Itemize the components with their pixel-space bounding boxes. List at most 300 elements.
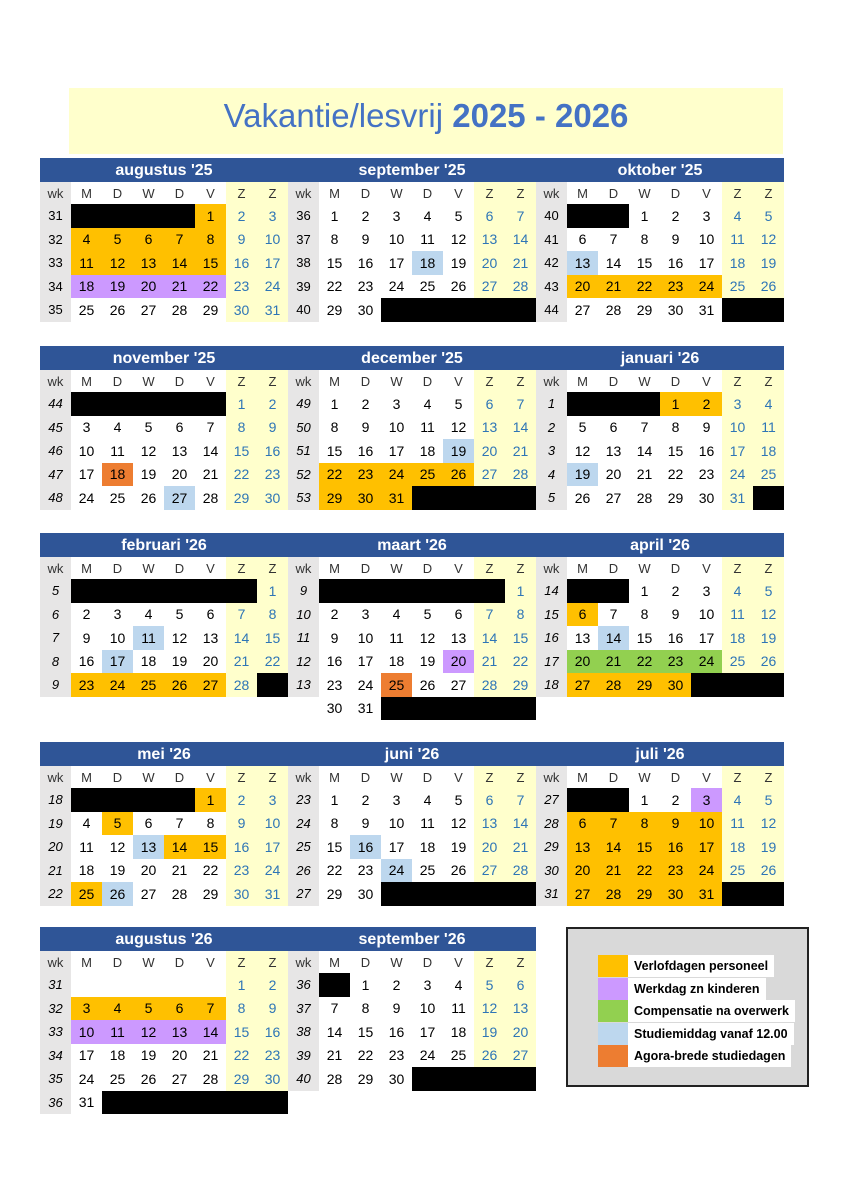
day-cell: 31 [78, 1094, 95, 1111]
week-row [288, 626, 536, 650]
week-row [40, 392, 288, 416]
empty-day-cell [598, 392, 629, 416]
day-cell: 11 [133, 626, 164, 650]
week-number: 27 [288, 882, 319, 906]
day-cell: 6 [206, 606, 215, 623]
week-row [40, 973, 288, 997]
day-cell: 19 [419, 653, 436, 670]
day-cell: 24 [722, 463, 753, 487]
day-cell: 21 [474, 650, 505, 674]
day-cell: 12 [133, 1020, 164, 1044]
weekday-header: V [702, 560, 711, 576]
empty-day-cell [319, 973, 350, 997]
week-row [40, 439, 288, 463]
weekday-header: D [608, 769, 619, 785]
month-header: november '25 [40, 346, 288, 370]
weekday-header: Z [257, 951, 288, 973]
day-cell: 25 [722, 275, 753, 299]
weekday-header-row [288, 370, 536, 392]
day-cell: 11 [71, 251, 102, 275]
day-cell: 16 [226, 835, 257, 859]
week-row [288, 416, 536, 440]
month-block [40, 533, 288, 697]
week-number: 24 [288, 812, 319, 836]
week-row [288, 788, 536, 812]
weekday-header: W [638, 769, 651, 785]
day-cell: 10 [698, 606, 715, 623]
week-number: 14 [536, 579, 567, 603]
week-row [536, 835, 784, 859]
day-cell: 29 [667, 489, 684, 506]
day-cell: 8 [257, 603, 288, 627]
week-number: 43 [536, 275, 567, 299]
month-header: april '26 [536, 533, 784, 557]
week-number: 8 [40, 650, 71, 674]
day-cell: 20 [474, 251, 505, 275]
empty-day-cell [629, 392, 660, 416]
day-cell: 22 [226, 1044, 257, 1068]
week-number: 37 [288, 997, 319, 1021]
week-number: 53 [288, 486, 319, 510]
day-cell: 4 [423, 207, 432, 224]
day-cell: 9 [330, 629, 339, 646]
day-cell: 25 [412, 463, 443, 487]
weekday-header: D [112, 373, 123, 389]
weekday-header: D [608, 560, 619, 576]
empty-day-cell [722, 298, 753, 322]
day-cell: 28 [171, 301, 188, 318]
weekday-header: V [206, 560, 215, 576]
day-cell: 5 [753, 579, 784, 603]
day-cell: 22 [202, 862, 219, 879]
day-cell: 10 [357, 629, 374, 646]
weekday-header: D [422, 373, 433, 389]
day-cell: 27 [605, 489, 622, 506]
empty-day-cell [412, 298, 443, 322]
day-cell: 18 [753, 439, 784, 463]
day-cell: 21 [202, 1047, 219, 1064]
day-cell: 2 [257, 973, 288, 997]
week-number: 34 [40, 275, 71, 299]
day-cell: 13 [505, 997, 536, 1021]
day-cell: 24 [357, 676, 374, 693]
legend-label: Agora-brede studiedagen [628, 1045, 791, 1067]
day-cell: 29 [202, 885, 219, 902]
empty-day-cell [505, 486, 536, 510]
week-number: 45 [40, 416, 71, 440]
day-cell: 16 [350, 835, 381, 859]
week-number: 47 [40, 463, 71, 487]
weekday-header: Z [505, 370, 536, 392]
week-number-header: wk [40, 182, 71, 204]
day-cell: 30 [326, 700, 343, 717]
week-row [536, 859, 784, 883]
week-row [40, 603, 288, 627]
day-cell: 10 [419, 1000, 436, 1017]
day-cell: 9 [361, 815, 370, 832]
day-cell: 29 [326, 885, 343, 902]
weekday-header: V [454, 954, 463, 970]
day-cell: 19 [109, 862, 126, 879]
day-cell: 3 [392, 791, 401, 808]
week-row [40, 275, 288, 299]
empty-day-cell [164, 204, 195, 228]
day-cell: 26 [140, 1070, 157, 1087]
empty-day-cell [164, 1091, 195, 1115]
day-cell: 10 [691, 812, 722, 836]
day-cell: 24 [691, 650, 722, 674]
week-number: 10 [288, 603, 319, 627]
day-cell: 12 [109, 838, 126, 855]
day-cell: 9 [671, 231, 680, 248]
day-cell: 14 [505, 812, 536, 836]
day-cell: 1 [226, 392, 257, 416]
day-cell: 19 [450, 254, 467, 271]
day-cell: 16 [357, 254, 374, 271]
day-cell: 29 [319, 486, 350, 510]
day-cell: 7 [206, 419, 215, 436]
empty-day-cell [443, 1067, 474, 1091]
day-cell: 8 [226, 997, 257, 1021]
week-number: 11 [288, 626, 319, 650]
weekday-header: Z [753, 370, 784, 392]
week-row [40, 788, 288, 812]
day-cell: 11 [110, 442, 125, 459]
day-cell: 26 [450, 862, 467, 879]
day-cell: 25 [419, 862, 436, 879]
empty-day-cell [164, 579, 195, 603]
day-cell: 27 [140, 885, 157, 902]
day-cell: 28 [605, 301, 622, 318]
month-header: juli '26 [536, 742, 784, 766]
weekday-header: M [81, 769, 92, 785]
day-cell: 3 [71, 997, 102, 1021]
day-cell: 1 [640, 791, 649, 808]
legend-label: Werkdag zn kinderen [628, 978, 766, 1000]
day-cell: 17 [698, 629, 715, 646]
week-row [288, 835, 536, 859]
day-cell: 1 [660, 392, 691, 416]
week-row [288, 579, 536, 603]
empty-day-cell [133, 204, 164, 228]
day-cell: 12 [171, 629, 188, 646]
day-cell: 2 [226, 204, 257, 228]
day-cell: 26 [140, 489, 157, 506]
day-cell: 25 [419, 278, 436, 295]
weekday-header: Z [505, 182, 536, 204]
day-cell: 30 [226, 298, 257, 322]
day-cell: 27 [567, 673, 598, 697]
week-row [288, 882, 536, 906]
day-cell: 9 [671, 606, 680, 623]
week-row [536, 298, 784, 322]
day-cell: 4 [722, 579, 753, 603]
day-cell: 7 [474, 603, 505, 627]
week-number-header: wk [288, 370, 319, 392]
month-header: juni '26 [288, 742, 536, 766]
week-row [288, 275, 536, 299]
day-cell: 5 [454, 791, 463, 808]
empty-day-cell [133, 579, 164, 603]
day-cell: 7 [640, 419, 649, 436]
day-cell: 16 [388, 1023, 405, 1040]
week-number: 36 [288, 973, 319, 997]
day-cell: 30 [660, 673, 691, 697]
day-cell: 8 [226, 416, 257, 440]
day-cell: 9 [226, 228, 257, 252]
day-cell: 17 [78, 1047, 95, 1064]
week-number: 5 [40, 579, 71, 603]
weekday-header: D [360, 373, 371, 389]
day-cell: 28 [326, 1070, 343, 1087]
day-cell: 5 [454, 395, 463, 412]
empty-day-cell [164, 973, 195, 997]
day-cell: 11 [420, 231, 435, 248]
day-cell: 23 [257, 463, 288, 487]
week-number: 25 [288, 835, 319, 859]
weekday-header: D [608, 185, 619, 201]
weekday-header: W [142, 954, 155, 970]
day-cell: 18 [419, 838, 436, 855]
day-cell: 10 [722, 416, 753, 440]
day-cell: 1 [505, 579, 536, 603]
weekday-header: Z [474, 951, 505, 973]
empty-day-cell [567, 579, 598, 603]
day-cell: 17 [388, 838, 405, 855]
day-cell: 4 [71, 228, 102, 252]
weekday-header-row [288, 557, 536, 579]
weekday-header: D [422, 185, 433, 201]
day-cell: 21 [505, 439, 536, 463]
weekday-header: D [174, 373, 185, 389]
day-cell: 20 [567, 650, 598, 674]
week-row [536, 416, 784, 440]
day-cell: 28 [598, 673, 629, 697]
weekday-header: V [206, 373, 215, 389]
day-cell: 14 [605, 254, 622, 271]
day-cell: 3 [361, 606, 370, 623]
day-cell: 31 [257, 882, 288, 906]
day-cell: 17 [691, 835, 722, 859]
day-cell: 17 [388, 254, 405, 271]
week-row [536, 275, 784, 299]
day-cell: 12 [450, 419, 467, 436]
week-number: 38 [288, 1020, 319, 1044]
day-cell: 17 [357, 653, 374, 670]
weekday-header: Z [257, 557, 288, 579]
week-number: 7 [40, 626, 71, 650]
week-number: 40 [288, 1067, 319, 1091]
day-cell: 14 [598, 626, 629, 650]
day-cell: 22 [629, 859, 660, 883]
day-cell: 10 [257, 228, 288, 252]
legend-swatch [598, 1000, 628, 1022]
day-cell: 13 [171, 442, 188, 459]
week-number: 40 [288, 298, 319, 322]
week-row [536, 439, 784, 463]
day-cell: 17 [722, 439, 753, 463]
weekday-header: Z [505, 766, 536, 788]
week-row [40, 835, 288, 859]
day-cell: 12 [753, 228, 784, 252]
weekday-header: W [142, 769, 155, 785]
empty-day-cell [443, 697, 474, 721]
day-cell: 20 [567, 275, 598, 299]
day-cell: 24 [419, 1047, 436, 1064]
weekday-header: Z [722, 370, 753, 392]
day-cell: 3 [82, 419, 91, 436]
day-cell: 24 [257, 275, 288, 299]
day-cell: 2 [361, 791, 370, 808]
weekday-header: D [174, 769, 185, 785]
day-cell: 5 [454, 207, 463, 224]
day-cell: 25 [109, 1070, 126, 1087]
week-number: 31 [536, 882, 567, 906]
day-cell: 19 [753, 835, 784, 859]
day-cell: 1 [361, 976, 370, 993]
day-cell: 26 [164, 673, 195, 697]
empty-day-cell [722, 882, 753, 906]
day-cell: 26 [574, 489, 591, 506]
week-number: 3 [536, 439, 567, 463]
weekday-header: Z [257, 370, 288, 392]
weekday-header: Z [722, 766, 753, 788]
empty-day-cell [412, 1067, 443, 1091]
week-row [288, 463, 536, 487]
empty-day-cell [753, 882, 784, 906]
day-cell: 28 [505, 275, 536, 299]
week-number: 52 [288, 463, 319, 487]
day-cell: 1 [330, 395, 339, 412]
day-cell: 8 [640, 231, 649, 248]
day-cell: 7 [505, 204, 536, 228]
weekday-header: W [390, 185, 403, 201]
day-cell: 15 [357, 1023, 374, 1040]
day-cell: 30 [257, 1067, 288, 1091]
day-cell: 30 [660, 882, 691, 906]
weekday-header: D [112, 185, 123, 201]
day-cell: 29 [226, 1067, 257, 1091]
day-cell: 17 [257, 251, 288, 275]
day-cell: 15 [629, 835, 660, 859]
day-cell: 30 [226, 882, 257, 906]
week-number: 13 [288, 673, 319, 697]
weekday-header: W [390, 954, 403, 970]
day-cell: 18 [419, 442, 436, 459]
empty-day-cell [71, 973, 102, 997]
week-row [40, 1067, 288, 1091]
day-cell: 24 [102, 673, 133, 697]
week-number-header: wk [40, 370, 71, 392]
day-cell: 21 [598, 859, 629, 883]
week-row [288, 1044, 536, 1068]
weekday-header-row [40, 370, 288, 392]
day-cell: 17 [102, 650, 133, 674]
day-cell: 20 [140, 862, 157, 879]
week-number: 4 [536, 463, 567, 487]
day-cell: 13 [133, 835, 164, 859]
day-cell: 9 [392, 1000, 401, 1017]
day-cell: 21 [171, 862, 188, 879]
day-cell: 14 [505, 416, 536, 440]
week-row [536, 812, 784, 836]
empty-day-cell [567, 788, 598, 812]
empty-day-cell [598, 579, 629, 603]
weekday-header: Z [474, 182, 505, 204]
day-cell: 25 [722, 650, 753, 674]
week-number-header: wk [288, 557, 319, 579]
day-cell: 16 [667, 629, 684, 646]
day-cell: 11 [102, 1020, 133, 1044]
day-cell: 31 [257, 298, 288, 322]
day-cell: 5 [175, 606, 184, 623]
weekday-header: V [206, 185, 215, 201]
day-cell: 19 [140, 1047, 157, 1064]
day-cell: 6 [133, 228, 164, 252]
weekday-header: M [329, 769, 340, 785]
week-number: 35 [40, 298, 71, 322]
page-title [69, 88, 783, 144]
day-cell: 11 [451, 1000, 466, 1017]
week-number: 40 [536, 204, 567, 228]
week-row [288, 650, 536, 674]
week-number-header: wk [536, 557, 567, 579]
day-cell: 26 [419, 676, 436, 693]
day-cell: 24 [381, 463, 412, 487]
weekday-header-row [40, 766, 288, 788]
empty-day-cell [598, 788, 629, 812]
day-cell: 27 [450, 676, 467, 693]
day-cell: 12 [102, 251, 133, 275]
day-cell: 14 [164, 251, 195, 275]
month-block [40, 927, 288, 1114]
empty-day-cell [443, 882, 474, 906]
legend-swatch [598, 1023, 628, 1045]
day-cell: 31 [381, 486, 412, 510]
weekday-header-row [40, 182, 288, 204]
empty-day-cell [257, 673, 288, 697]
week-number: 21 [40, 859, 71, 883]
day-cell: 3 [392, 207, 401, 224]
day-cell: 19 [753, 251, 784, 275]
day-cell: 29 [629, 882, 660, 906]
week-row [536, 251, 784, 275]
weekday-header: Z [505, 951, 536, 973]
day-cell: 16 [667, 254, 684, 271]
day-cell: 6 [175, 419, 184, 436]
weekday-header-row [536, 557, 784, 579]
day-cell: 30 [357, 885, 374, 902]
empty-day-cell [102, 788, 133, 812]
day-cell: 28 [636, 489, 653, 506]
day-cell: 9 [257, 997, 288, 1021]
empty-day-cell [71, 204, 102, 228]
weekday-header: M [329, 373, 340, 389]
day-cell: 28 [474, 673, 505, 697]
day-cell: 8 [629, 812, 660, 836]
week-number: 33 [40, 1020, 71, 1044]
week-number: 5 [536, 486, 567, 510]
day-cell: 23 [226, 859, 257, 883]
day-cell: 15 [326, 442, 343, 459]
day-cell: 1 [195, 788, 226, 812]
weekday-header: D [670, 769, 681, 785]
day-cell: 18 [102, 463, 133, 487]
day-cell: 18 [388, 653, 405, 670]
legend-item [598, 955, 774, 977]
day-cell: 3 [113, 606, 122, 623]
day-cell: 22 [319, 463, 350, 487]
